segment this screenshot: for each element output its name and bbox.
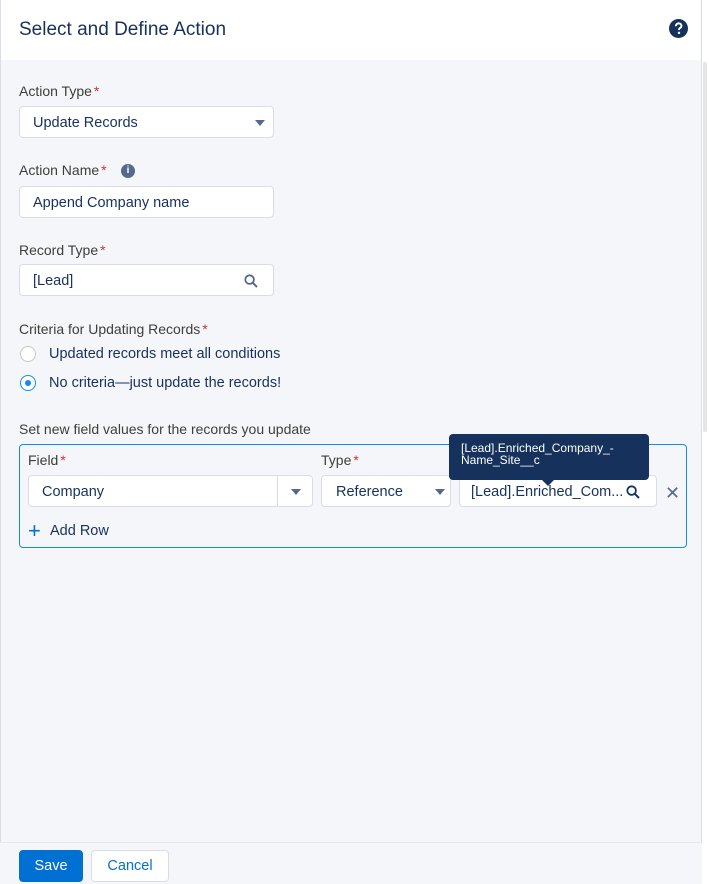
remove-row-icon[interactable]: ✕ bbox=[665, 483, 681, 503]
field-column-header bbox=[28, 452, 66, 468]
field-column-header-text: Field bbox=[28, 452, 59, 468]
action-type-label bbox=[19, 83, 99, 99]
action-name-value: Append Company name bbox=[33, 195, 190, 211]
search-icon[interactable] bbox=[626, 485, 640, 499]
record-type-label bbox=[19, 242, 106, 258]
tooltip-arrow bbox=[541, 479, 555, 486]
record-type-lookup[interactable] bbox=[19, 264, 274, 296]
field-select-value: Company bbox=[42, 484, 105, 500]
save-button[interactable]: Save bbox=[19, 850, 83, 882]
required-marker: * bbox=[93, 83, 100, 99]
scrollbar-thumb[interactable] bbox=[703, 62, 707, 432]
action-name-input[interactable] bbox=[19, 186, 274, 218]
radio-no-criteria-label[interactable]: No criteria—just update the records! bbox=[49, 375, 282, 391]
criteria-label bbox=[19, 321, 208, 337]
type-column-header-text: Type bbox=[321, 452, 352, 468]
type-select-value: Reference bbox=[336, 484, 403, 500]
required-marker: * bbox=[353, 452, 359, 468]
action-type-select[interactable] bbox=[19, 106, 274, 138]
chevron-down-icon bbox=[255, 120, 265, 126]
value-tooltip bbox=[449, 434, 649, 480]
action-name-label-text: Action Name bbox=[19, 162, 100, 178]
help-icon[interactable] bbox=[669, 19, 688, 38]
plus-icon: + bbox=[28, 518, 41, 543]
type-select[interactable] bbox=[321, 475, 451, 507]
field-select[interactable] bbox=[28, 475, 313, 507]
tooltip-line-1: [Lead].Enriched_Company_- bbox=[461, 441, 614, 455]
tooltip-line-2: Name_Site__c bbox=[461, 453, 540, 467]
action-type-label-text: Action Type bbox=[19, 83, 92, 99]
record-type-label-text: Record Type bbox=[19, 242, 99, 258]
add-row-label: Add Row bbox=[50, 523, 109, 539]
required-marker: * bbox=[101, 162, 107, 178]
radio-no-criteria[interactable] bbox=[20, 375, 36, 391]
required-marker: * bbox=[60, 452, 66, 468]
action-name-label bbox=[19, 162, 107, 178]
info-icon[interactable]: i bbox=[121, 164, 135, 178]
chevron-down-icon bbox=[435, 489, 445, 495]
action-type-value: Update Records bbox=[33, 115, 138, 131]
chevron-down-icon[interactable] bbox=[291, 489, 301, 495]
field-select-divider bbox=[277, 476, 278, 506]
cancel-button[interactable]: Cancel bbox=[91, 850, 169, 882]
value-lookup-text: [Lead].Enriched_Com... bbox=[471, 484, 624, 500]
field-values-label: Set new field values for the records you update bbox=[19, 421, 311, 437]
panel-title: Select and Define Action bbox=[19, 19, 227, 40]
radio-all-conditions[interactable] bbox=[20, 346, 36, 362]
search-icon[interactable] bbox=[244, 274, 258, 288]
type-column-header bbox=[321, 452, 359, 468]
required-marker: * bbox=[100, 242, 106, 258]
criteria-label-text: Criteria for Updating Records bbox=[19, 321, 201, 337]
radio-all-conditions-label[interactable]: Updated records meet all conditions bbox=[49, 346, 281, 362]
record-type-value: [Lead] bbox=[33, 273, 74, 289]
required-marker: * bbox=[202, 321, 208, 337]
panel-header bbox=[1, 0, 701, 60]
